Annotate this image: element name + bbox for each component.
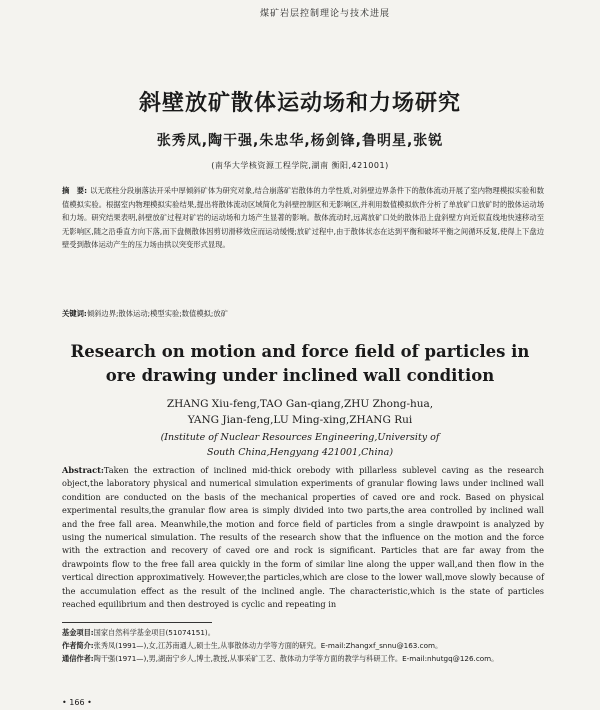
chinese-affiliation: (南华大学核资源工程学院,湖南 衡阳,421001): [211, 161, 389, 170]
footnote-corresponding-text: 陶干强(1971—),男,湖南宁乡人,博士,教授,从事采矿工艺、散体动力学等方面的教学与科研工作。E-mail:nhutgq@126.com。: [93, 654, 499, 663]
footnote-author-label: 作者简介:: [62, 641, 94, 650]
page-number: • 166 •: [62, 698, 92, 707]
english-title-line-2: ore drawing under inclined wall condition: [105, 366, 495, 385]
footnote-author: [62, 639, 544, 652]
running-head: 煤矿岩层控制理论与技术进展: [259, 9, 390, 19]
english-authors-line-1: ZHANG Xiu-feng,TAO Gan-qiang,ZHU Zhong-hua,: [166, 398, 434, 410]
footnote-fund-label: 基金项目:: [62, 628, 94, 637]
footnote-fund-text: 国家自然科学基金项目(51074151)。: [93, 628, 215, 637]
footnote-divider: [62, 622, 212, 623]
english-affiliation-line-2: South China,Hengyang 421001,China): [206, 447, 394, 458]
english-authors-line-2: YANG Jian-feng,LU Ming-xing,ZHANG Rui: [187, 414, 413, 426]
footnote-author-text: 张秀凤(1991—),女,江苏南通人,硕士生,从事散体动力学等方面的研究。E-mail:Zhangxf_snnu@163.com。: [93, 641, 443, 650]
footnotes: [62, 626, 544, 665]
chinese-authors: 张秀凤,陶干强,朱忠华,杨剑锋,鲁明星,张锐: [156, 133, 444, 149]
chinese-abstract-label: 摘 要:: [62, 186, 88, 195]
footnote-fund: [62, 626, 544, 639]
english-affiliation: [0, 430, 600, 460]
chinese-keywords-label: 关键词:: [62, 309, 87, 318]
english-title-line-1: Research on motion and force field of particles in: [70, 342, 530, 361]
english-abstract-text: Taken the extraction of inclined mid-thick orebody with pillarless sublevel caving as the research object,the laboratory physical and numerical simulation experiments of granular flowing laws under inclined wall condition are conducted on the basis of the mechanical properties of caved ore and rock. Based on physical experimental results,the granular flow area is simply divided into two parts,the area controlled by inclined wall and the free fall area. Meanwhile,the motion and force field of particles from a single drawpoint is analyzed by using the numerical simulation. The results of the research show that the influence on the motion and the force with the extraction and recovery of caved ore and rock is significant. Particles that are far away from the drawpoints flow to the free fall area quickly in the form of similar line along the upper wall,and then flow in the vertical direction approximatively. However,the particles,which are close to the lower wall,move slowly because of the accumulation effect as the result of the inclined angle. The characteristic,which is the state of particles reached equilibrium and then destroyed is cyclic and repeating in: [62, 465, 544, 610]
chinese-keywords-text: 倾斜边界;散体运动;模型实验;数值模拟;放矿: [86, 309, 228, 318]
chinese-title: 斜壁放矿散体运动场和力场研究: [138, 91, 461, 116]
english-abstract-label: Abstract:: [62, 465, 104, 475]
english-authors: [0, 396, 600, 428]
english-affiliation-line-1: (Institute of Nuclear Resources Engineering,University of: [160, 432, 440, 443]
english-title: [0, 340, 600, 388]
english-abstract: [62, 464, 544, 611]
chinese-abstract-text: 以无底柱分段崩落法开采中厚倾斜矿体为研究对象,结合崩落矿岩散体的力学性质,对斜壁边界条件下的散体流动开展了室内物理模拟实验和数值模拟实验。根据室内物理模拟实验结果,提出将散体流动区域简化为斜壁控制区和无影响区,并利用数值模拟软件分析了单放矿口放矿时的散体运动场和力场。研究结果表明,斜壁放矿过程对矿岩的运动场和力场产生显著的影响。散体流动时,远离放矿口处的散体沿上盘斜壁方向近似直线地快速移动至无影响区,随之沿垂直方向下落,而下盘侧散体因剪切滑移效应而运动缓慢;放矿过程中,由于散体状态在达到平衡和破坏平衡之间循环反复,使得上下盘边壁受到散体运动产生的压力场由拱以突变形式显现。: [62, 186, 544, 250]
chinese-keywords: [62, 307, 544, 320]
footnote-corresponding-label: 通信作者:: [62, 654, 94, 663]
chinese-abstract: [62, 184, 544, 252]
footnote-corresponding: [62, 652, 544, 665]
